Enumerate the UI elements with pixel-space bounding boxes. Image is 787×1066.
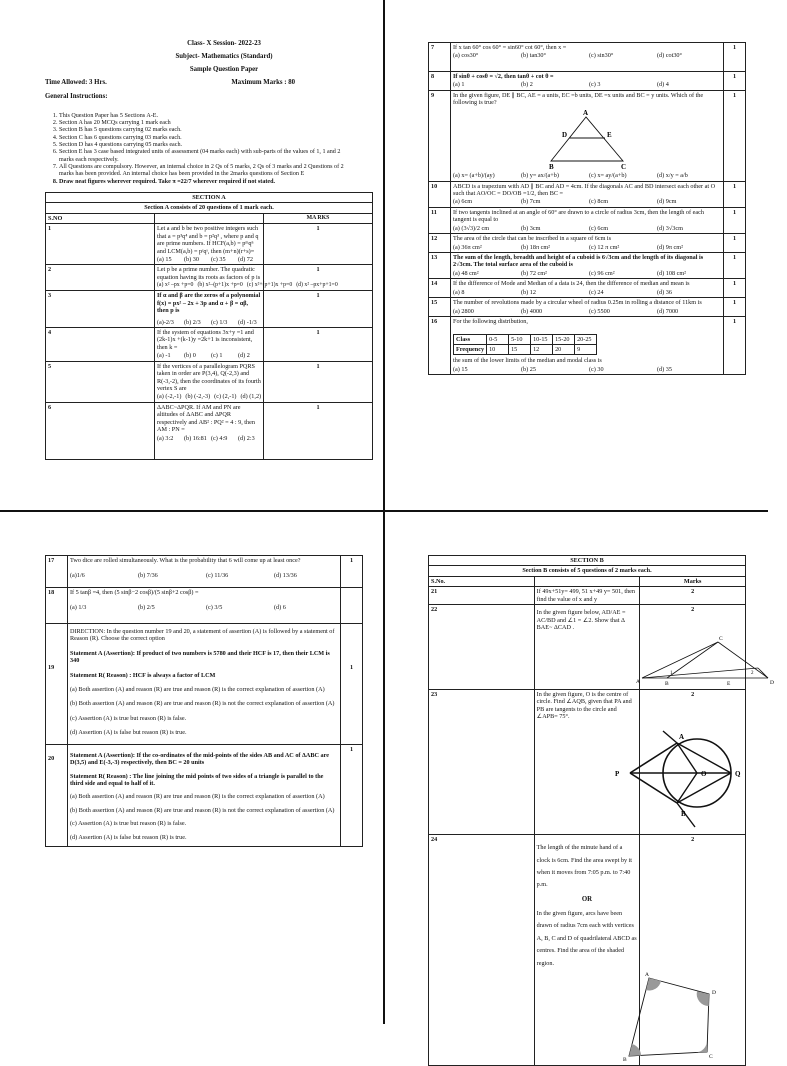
question-row xyxy=(429,234,746,253)
question-marks: 1 xyxy=(724,90,746,181)
question-number: 24 xyxy=(429,835,535,1066)
option: (a) Both assertion (A) and reason (R) are true and reason (R) is the correct explanation of assertion (A) xyxy=(70,685,325,693)
question-marks: 1 xyxy=(264,327,373,361)
dist-class: 0-5 xyxy=(487,334,509,344)
reason-text: Statement R( Reason) : HCF is always a factor of LCM xyxy=(70,671,216,679)
question-text-tail: the sum of the lower limits of the median and modal class is xyxy=(453,357,602,365)
question-number: 23 xyxy=(429,689,535,834)
section-b-title: SECTION B xyxy=(429,556,746,566)
col-question xyxy=(155,213,264,223)
option: (a) x² –px +p=0 xyxy=(157,282,194,289)
question-text: If α and β are the zeros of a polynomial f(x) = px² – 2x + 3p and α + β = αβ, then p is xyxy=(157,292,261,315)
question-row xyxy=(429,253,746,279)
instructions-list xyxy=(59,113,349,186)
option: (a) -1 xyxy=(157,352,171,360)
option: (b) 2 xyxy=(521,81,533,89)
section-a-table xyxy=(45,192,373,460)
question-text: Let a and b be two positive integers such that a = p³q⁴ and b = p²q³ , where p and q are prime numbers. If HCF(a,b) = pᵐqⁿ and LCM(a,b) = pʳqˢ, then (m+n)(r+s)= xyxy=(157,225,259,255)
option: (a) Both assertion (A) and reason (R) are true and reason (R) is the correct explanation of assertion (A) xyxy=(70,793,325,801)
question-text: Let p be a prime number. The quadratic equation having its roots as factors of p is xyxy=(157,266,261,281)
question-marks: 2 xyxy=(640,587,746,605)
question-number: 11 xyxy=(429,207,451,233)
option: (d) 4 xyxy=(657,81,669,89)
question-body xyxy=(451,207,724,233)
option: (b) 12 xyxy=(521,288,536,296)
col-question xyxy=(534,576,640,586)
question-text: In the given figure below, AD/AE = AC/BD and ∠1 = ∠2. Show that Δ BAE~ ΔCAD . xyxy=(536,609,626,632)
fig24-label: B xyxy=(622,1056,627,1063)
fig9-label: E xyxy=(607,130,612,139)
question-number: 22 xyxy=(429,605,535,690)
option: (b) 0 xyxy=(184,352,196,360)
question-text: The area of the circle that can be inscribed in a square of 6cm is xyxy=(453,235,612,243)
question-body xyxy=(451,234,724,253)
question-row xyxy=(46,587,363,623)
question-body xyxy=(68,623,341,744)
question-row xyxy=(429,605,746,690)
question-text: The length of the minute hand of a clock is 6cm. Find the area swept by it when it moves from 7:05 p.m. to 7:40 p.m. xyxy=(536,844,633,889)
option: (c) 96 cm² xyxy=(589,269,615,277)
option: (b) 25 xyxy=(521,365,536,373)
circle-tangents-figure xyxy=(537,721,787,831)
fig9-label: B xyxy=(549,162,554,171)
triangle-de-bc-figure xyxy=(453,107,723,169)
question-row xyxy=(429,279,746,298)
section-b-subtitle: Section B consists of 5 questions of 2 marks each. xyxy=(429,566,746,576)
option: (c) 8cm xyxy=(589,198,609,206)
distribution-table xyxy=(453,334,597,356)
question-marks: 1 xyxy=(264,291,373,328)
question-body xyxy=(534,605,774,690)
page-3 xyxy=(45,555,363,1020)
option: (c) (2,-1) xyxy=(214,393,237,401)
question-text: If the system of equations 3x+y =1 and (2k-1)x +(k-1)y =2k+1 is inconsistent, then k = xyxy=(157,328,254,351)
question-body xyxy=(451,90,724,181)
option: (b) 18π cm² xyxy=(521,243,551,251)
class-session: Class- X Session- 2022-23 xyxy=(187,40,261,47)
question-text: The number of revolutions made by a circular wheel of radius 0.25m in rolling a distance of 11km is xyxy=(453,299,702,307)
option: (c) 1/3 xyxy=(211,318,228,326)
question-text: If 49x+51y= 499, 51 x+49 y= 501, then find the value of x and y xyxy=(534,587,640,605)
option: (b) 7cm xyxy=(521,198,541,206)
assertion-reason-direction: DIRECTION: In the question number 19 and 20, a statement of assertion (A) is followed by a statement of Reason (R). Choose the correct option xyxy=(70,627,335,643)
dist-class: 15-20 xyxy=(553,334,575,344)
option: (a) 36π cm² xyxy=(453,243,482,251)
option: (c) 1 xyxy=(211,352,223,360)
question-text: ΔABC~ΔPQR. If AM and PN are altitudes of ΔABC and ΔPQR respectively and AB² : PQ² = 4 : 9, then AM : PN = xyxy=(157,403,255,434)
page-4 xyxy=(428,555,774,1063)
question-row xyxy=(429,43,746,72)
option: (d) 9cm xyxy=(657,198,677,206)
option: (b) tan30° xyxy=(521,52,546,60)
fig22-label: B xyxy=(664,680,669,687)
fig22-label: D xyxy=(769,679,774,686)
question-number: 7 xyxy=(429,43,451,72)
option: (d) 35 xyxy=(657,365,672,373)
question-marks: 1 xyxy=(724,253,746,279)
questions-7-16-table xyxy=(428,42,746,375)
question-body xyxy=(534,835,716,1066)
question-marks: 1 xyxy=(724,207,746,233)
question-number: 8 xyxy=(429,71,451,90)
question-number: 3 xyxy=(46,291,155,328)
paper-title: Sample Question Paper xyxy=(189,66,259,74)
question-number: 20 xyxy=(46,744,68,847)
subject: Subject- Mathematics (Standard) xyxy=(175,53,273,61)
question-number: 10 xyxy=(429,181,451,207)
option: (b) 16:81 xyxy=(184,434,207,442)
question-marks: 1 xyxy=(724,298,746,317)
question-number: 12 xyxy=(429,234,451,253)
option: (d) 108 cm² xyxy=(657,269,687,277)
question-body xyxy=(155,327,264,361)
question-body xyxy=(451,298,724,317)
question-row xyxy=(429,71,746,90)
question-row xyxy=(46,361,373,402)
question-marks: 1 xyxy=(724,234,746,253)
question-marks: 1 xyxy=(264,361,373,402)
option: (c) x²+(p+1)x +p=0 xyxy=(246,282,293,289)
question-number: 21 xyxy=(429,587,535,605)
option: (d) (1,2) xyxy=(240,393,262,401)
question-marks: 1 xyxy=(724,279,746,298)
option: (c) 5500 xyxy=(589,307,610,315)
option: (c) 4:9 xyxy=(211,434,228,442)
dist-class: 20-25 xyxy=(575,334,597,344)
question-row xyxy=(429,587,746,605)
instruction-item: 7. All Questions are compulsory. However, an internal choice in 2 Qs of 5 marks, 2 Qs of 3 marks and 2 Questions of 2 marks has been provided. An internal choice has been provided in the 2marks questions of Section E xyxy=(59,164,349,179)
page-2 xyxy=(428,42,746,506)
question-row xyxy=(46,402,373,459)
option: (c) sin30° xyxy=(589,52,614,60)
question-text: If the difference of Mode and Median of a data is 24, then the difference of median and mean is xyxy=(453,280,690,288)
option: (c) 12 π cm² xyxy=(589,243,620,251)
option: (a) 8 xyxy=(453,288,465,296)
dist-frequency: 10 xyxy=(487,344,509,354)
question-row xyxy=(46,265,373,291)
question-marks: 1 xyxy=(341,556,363,588)
option: (d) x² –px+p+1=0 xyxy=(296,282,338,289)
option: (a) cos30° xyxy=(453,52,479,60)
question-text: If 5 tanβ =4, then (5 sinβ−2 cosβ)/(5 sinβ+2 cosβ) = xyxy=(70,588,199,596)
dist-class: 5-10 xyxy=(509,334,531,344)
question-body xyxy=(451,253,724,279)
option: (d) -1/3 xyxy=(238,318,257,326)
option: (c) 3 xyxy=(589,81,601,89)
option: (d) 13/36 xyxy=(274,572,297,580)
option: (d) 36 xyxy=(657,288,672,296)
option: (d) Assertion (A) is false but reason (R) is true. xyxy=(70,729,187,737)
section-b-table xyxy=(428,555,774,1066)
option: (d) Assertion (A) is false but reason (R) is true. xyxy=(70,833,187,841)
fig23-label: P xyxy=(614,769,619,778)
question-marks: 2 xyxy=(640,689,746,834)
question-number: 4 xyxy=(46,327,155,361)
question-marks: 2 xyxy=(640,835,746,1066)
fig23-label: Q xyxy=(734,769,741,778)
option: (c) x= ay/(a+b) xyxy=(589,172,627,180)
question-text: In the given figure, DE ∥ BC, AE = a units, EC =b units, DE =x units and BC = y units. Which of the following is true? xyxy=(453,91,704,107)
instruction-item: 3. Section B has 5 questions carrying 02 marks each. xyxy=(59,127,349,134)
option: (b) 30 xyxy=(184,255,199,263)
col-sno: S.No. xyxy=(429,576,535,586)
option: (a) 1 xyxy=(453,81,465,89)
instruction-item: 6. Section E has 3 case based integrated units of assessment (04 marks each) with sub-parts of the values of 1, 1 and 2 marks each respectively. xyxy=(59,149,349,164)
fig22-label: 1 xyxy=(669,670,673,676)
question-body xyxy=(451,181,724,207)
question-text: Two dice are rolled simultaneously. What is the probability that 6 will come up at least once? xyxy=(70,557,301,564)
fig22-label: A xyxy=(635,678,640,685)
time-allowed: Time Allowed: 3 Hrs. xyxy=(45,79,107,87)
question-row xyxy=(429,689,746,834)
option: (a) 3:2 xyxy=(157,434,174,442)
option: (d) 7000 xyxy=(657,307,679,315)
question-row xyxy=(46,291,373,328)
question-body xyxy=(68,587,341,623)
section-a-subtitle: Section A consists of 20 questions of 1 mark each. xyxy=(46,203,373,213)
question-body xyxy=(451,43,724,72)
dist-frequency: 9 xyxy=(575,344,597,354)
instruction-item: 4. Section C has 6 questions carrying 03 marks each. xyxy=(59,135,349,142)
question-body xyxy=(155,224,264,265)
question-number: 14 xyxy=(429,279,451,298)
question-row xyxy=(429,317,746,375)
reason-text: Statement R( Reason) : The line joining the mid points of two sides of a triangle is parallel to the third side and equal to half of it. xyxy=(70,772,324,787)
option: (b) 3cm xyxy=(521,224,541,232)
option: (d) x/y = a/b xyxy=(657,172,688,180)
option: (a) 6cm xyxy=(453,198,473,206)
option: (d) 72 xyxy=(238,255,253,263)
fig22-label: C xyxy=(718,635,723,642)
question-marks: 1 xyxy=(264,402,373,459)
question-number: 9 xyxy=(429,90,451,181)
fig23-label: B xyxy=(680,809,686,818)
option: (a) 1/3 xyxy=(70,604,87,612)
question-marks: 1 xyxy=(264,265,373,291)
option: (a) x= (a+b)/(ay) xyxy=(453,172,495,180)
page-1 xyxy=(45,40,373,506)
question-number: 13 xyxy=(429,253,451,279)
question-text: In the given figure, O is the centre of circle. Find ∠AQB, given that PA and PB are tangents to the circle and ∠APB= 75°. xyxy=(536,690,632,721)
question-number: 18 xyxy=(46,587,68,623)
option: (c) 3/5 xyxy=(206,604,223,612)
col-sno: S.NO xyxy=(46,213,155,223)
dist-frequency: 12 xyxy=(531,344,553,354)
option: (b) 4000 xyxy=(521,307,543,315)
option: (b) Both assertion (A) and reason (R) are true and reason (R) is not the correct explanation of assertion (A) xyxy=(70,806,335,814)
question-body xyxy=(68,556,341,588)
question-text: ABCD is a trapezium with AD ∥ BC and AD = 4cm. If the diagonals AC and BD intersect each other at O such that AO/OC = DO/OB =1/2, then BC = xyxy=(453,182,716,197)
question-number: 2 xyxy=(46,265,155,291)
option: (c) 30 xyxy=(589,365,604,373)
question-text: If sinθ + cosθ = √2, then tanθ + cot θ = xyxy=(453,72,554,80)
option: (d) 6 xyxy=(274,604,286,612)
question-row xyxy=(46,327,373,361)
option: (a) (-2,-1) xyxy=(157,393,182,401)
question-row xyxy=(429,181,746,207)
question-text-alternate: In the given figure, arcs have been drawn of radius 7cm each with vertices A, B, C and D of quadrilateral ABCD as centres. Find the area of the shaded region. xyxy=(536,909,637,967)
instruction-item: 8. Draw neat figures wherever required. Take π =22/7 wherever required if not stated. xyxy=(59,179,349,186)
option: (d) 3√3cm xyxy=(657,224,683,232)
question-body xyxy=(68,744,341,847)
question-body xyxy=(451,317,724,375)
question-number: 17 xyxy=(46,556,68,588)
max-marks: Maximum Marks : 80 xyxy=(231,79,295,87)
option: (a)-2/3 xyxy=(157,318,174,326)
option: (b) 2/3 xyxy=(184,318,201,326)
question-body xyxy=(155,361,264,402)
question-marks: 1 xyxy=(264,224,373,265)
question-row xyxy=(46,623,363,744)
question-row xyxy=(429,90,746,181)
instructions-title: General Instructions: xyxy=(45,92,108,100)
option: (b) Both assertion (A) and reason (R) are true and reason (R) is not the correct explanation of assertion (A) xyxy=(70,700,335,708)
question-marks: 1 xyxy=(724,181,746,207)
question-body xyxy=(451,279,724,298)
option: (b) 72 cm² xyxy=(521,269,547,277)
option: (d) 2:3 xyxy=(238,434,255,442)
question-body xyxy=(451,71,724,90)
section-a-title: SECTION A xyxy=(46,192,373,202)
question-row xyxy=(429,298,746,317)
dist-frequency: 15 xyxy=(509,344,531,354)
quadrilateral-arcs-figure xyxy=(537,970,787,1062)
fig22-label: 2 xyxy=(750,670,754,676)
option: (c) Assertion (A) is true but reason (R) is false. xyxy=(70,714,187,722)
question-text: The sum of the length, breadth and height of a cuboid is 6√3cm and the length of its diagonal is 2√3cm. The total surface area of the cuboid is xyxy=(453,254,704,269)
or-separator: OR xyxy=(581,895,593,903)
instruction-item: 5. Section D has 4 questions carrying 05 marks each. xyxy=(59,142,349,149)
question-body xyxy=(155,265,338,291)
option: (b) y= ax/(a+b) xyxy=(521,172,559,180)
question-marks xyxy=(341,587,363,623)
question-marks: 1 xyxy=(724,71,746,90)
question-body xyxy=(534,689,741,834)
page-divider-horizontal xyxy=(0,510,768,512)
question-row xyxy=(429,835,746,1066)
question-number: 5 xyxy=(46,361,155,402)
option: (b) 2/5 xyxy=(138,604,155,612)
dist-frequency-label: Frequency xyxy=(454,344,487,354)
option: (d) cot30° xyxy=(657,52,682,60)
option: (c) 11/36 xyxy=(206,572,229,580)
question-marks: 1 xyxy=(724,43,746,72)
assertion-text: Statement A (Assertion): If the co-ordinates of the mid-points of the sides AB and AC of ΔABC are D(3,5) and E(-3,-3) respectively, then BC = 20 units xyxy=(70,751,329,767)
question-body xyxy=(155,402,264,459)
fig24-label: A xyxy=(644,971,649,978)
option: (b) (-2,-3) xyxy=(185,393,211,401)
question-marks: 1 xyxy=(724,317,746,375)
question-row xyxy=(429,207,746,233)
dist-class: 10-15 xyxy=(531,334,553,344)
option: (a) 15 xyxy=(157,255,172,263)
question-number: 19 xyxy=(46,623,68,744)
option: (a) 48 cm² xyxy=(453,269,479,277)
fig23-label: A xyxy=(678,732,684,741)
question-row xyxy=(46,556,363,588)
col-marks: MA RKS xyxy=(264,213,373,223)
fig9-label: C xyxy=(621,162,627,171)
option: (a) 15 xyxy=(453,365,468,373)
option: (c) Assertion (A) is true but reason (R) is false. xyxy=(70,820,187,828)
option: (c) 24 xyxy=(589,288,604,296)
fig24-label: D xyxy=(711,989,716,996)
question-body xyxy=(155,291,264,328)
option: (d) 2 xyxy=(238,352,250,360)
question-marks: 1 xyxy=(341,744,363,847)
question-text: For the following distribution, xyxy=(453,318,528,326)
option: (a) 2800 xyxy=(453,307,474,315)
triangle-bae-cad-figure xyxy=(537,632,787,686)
fig23-label: O xyxy=(700,769,707,778)
page-divider-vertical xyxy=(383,0,385,1024)
option: (b) x²–(p+1)x +p=0 xyxy=(197,282,243,289)
question-row xyxy=(46,224,373,265)
question-text: If the vertices of a parallelogram PQRS taken in order are P(3,4), Q(-2,3) and R(-3,-2), then the coordinates of its fourth vertex S are xyxy=(157,362,261,393)
option: (a) (3√3)/2 cm xyxy=(453,224,490,232)
question-row xyxy=(46,744,363,847)
instruction-item: 2. Section A has 20 MCQs carrying 1 mark each xyxy=(59,120,349,127)
instruction-item: 1. This Question Paper has 5 Sections A-E. xyxy=(59,113,349,120)
question-number: 6 xyxy=(46,402,155,459)
option: (c) 6cm xyxy=(589,224,609,232)
question-text: If two tangents inclined at an angle of 60° are drawn to a circle of radius 3cm, then the length of each tangent is equal to xyxy=(453,208,704,224)
option: (c) 35 xyxy=(211,255,226,263)
question-number: 16 xyxy=(429,317,451,375)
col-marks: Marks xyxy=(640,576,746,586)
fig22-label: E xyxy=(726,680,731,687)
fig24-label: C xyxy=(708,1053,713,1060)
option: (d) 9π cm² xyxy=(657,243,683,251)
question-text: If x tan 60° cos 60° = sin60° cot 60°, then x = xyxy=(453,44,567,51)
dist-class-label: Class xyxy=(454,334,487,344)
fig9-label: A xyxy=(583,108,589,117)
question-marks: 2 xyxy=(640,605,746,690)
dist-frequency: 20 xyxy=(553,344,575,354)
option: (a)1/6 xyxy=(70,572,85,580)
questions-17-20-table xyxy=(45,555,363,847)
time-marks-row xyxy=(45,79,295,87)
question-number: 15 xyxy=(429,298,451,317)
fig9-label: D xyxy=(562,130,568,139)
question-number: 1 xyxy=(46,224,155,265)
option: (b) 7/36 xyxy=(138,572,158,580)
assertion-text: Statement A (Assertion): If product of two numbers is 5780 and their HCF is 17, then their LCM is 340 xyxy=(70,649,330,665)
question-marks: 1 xyxy=(341,623,363,744)
